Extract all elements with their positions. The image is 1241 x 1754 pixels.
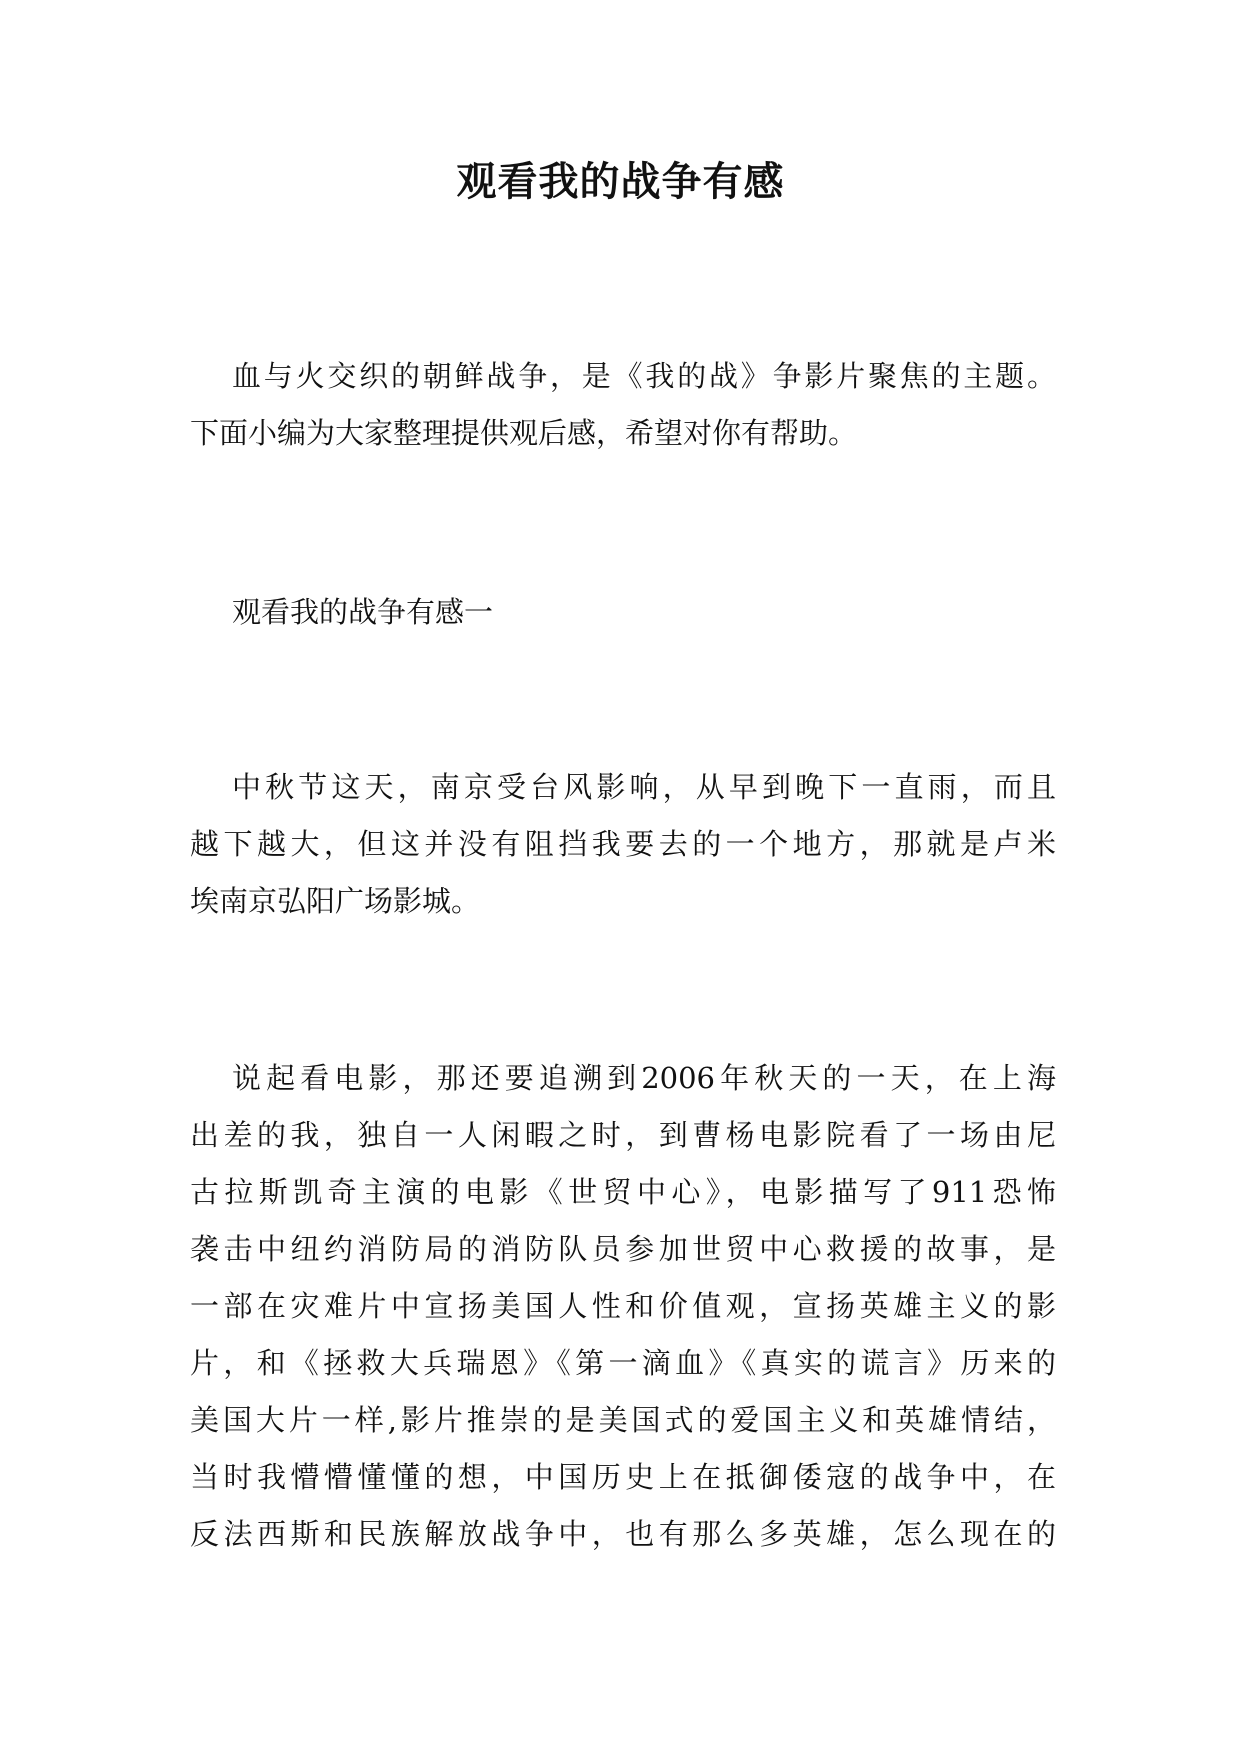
paragraph-line: 埃南京弘阳广场影城。 bbox=[190, 884, 481, 918]
section-heading-text: 观看我的战争有感一 bbox=[232, 595, 494, 629]
paragraph-line: 当时我懵懵懂懂的想，中国历史上在抵御倭寇的战争中，在 bbox=[190, 1460, 1056, 1494]
paragraph-line: 片，和《拯救大兵瑞恩》《第一滴血》《真实的谎言》历来的 bbox=[190, 1346, 1056, 1380]
paragraph-mid-autumn bbox=[190, 759, 1056, 930]
paragraph-movie-memory bbox=[190, 1050, 1056, 1563]
paragraph-line: 出差的我，独自一人闲暇之时，到曹杨电影院看了一场由尼 bbox=[190, 1118, 1056, 1152]
paragraph-line: 一部在灾难片中宣扬美国人性和价值观，宣扬英雄主义的影 bbox=[190, 1289, 1056, 1323]
paragraph-line: 说起看电影，那还要追溯到2006年秋天的一天，在上海 bbox=[232, 1061, 1056, 1095]
paragraph-line: 越下越大，但这并没有阻挡我要去的一个地方，那就是卢米 bbox=[190, 827, 1056, 861]
paragraph-line: 反法西斯和民族解放战争中，也有那么多英雄，怎么现在的 bbox=[190, 1517, 1056, 1551]
paragraph-line: 袭击中纽约消防局的消防队员参加世贸中心救援的故事，是 bbox=[190, 1232, 1056, 1266]
paragraph-intro bbox=[190, 348, 1056, 462]
document-title: 观看我的战争有感 bbox=[456, 158, 785, 205]
paragraph-line: 古拉斯凯奇主演的电影《世贸中心》，电影描写了911恐怖 bbox=[190, 1175, 1056, 1209]
paragraph-line: 美国大片一样,影片推崇的是美国式的爱国主义和英雄情结， bbox=[190, 1403, 1056, 1437]
paragraph-line: 下面小编为大家整理提供观后感，希望对你有帮助。 bbox=[190, 416, 858, 450]
paragraph-line: 血与火交织的朝鲜战争，是《我的战》争影片聚焦的主题。 bbox=[232, 359, 1056, 393]
paragraph-line: 中秋节这天，南京受台风影响，从早到晚下一直雨，而且 bbox=[232, 770, 1056, 804]
section-heading bbox=[190, 584, 1056, 641]
